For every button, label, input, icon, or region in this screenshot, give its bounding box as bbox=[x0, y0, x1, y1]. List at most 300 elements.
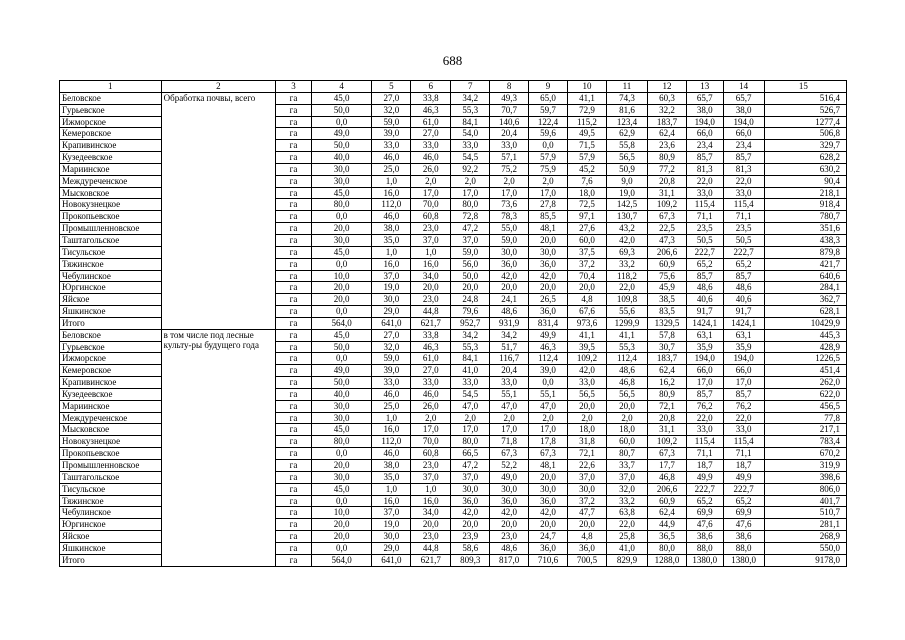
value-cell: 45,9 bbox=[647, 282, 686, 294]
district-cell: Беловское bbox=[60, 329, 162, 341]
value-cell: 140,6 bbox=[490, 116, 529, 128]
value-cell: 222,7 bbox=[723, 246, 764, 258]
district-cell: Мариинское bbox=[60, 400, 162, 412]
value-cell: 20,0 bbox=[311, 223, 372, 235]
value-cell: 30,0 bbox=[311, 471, 372, 483]
value-cell: 48,1 bbox=[529, 460, 568, 472]
unit-cell: га bbox=[276, 104, 312, 116]
value-cell: 516,4 bbox=[764, 92, 846, 104]
value-cell: 49,5 bbox=[568, 128, 607, 140]
value-cell: 50,5 bbox=[686, 234, 723, 246]
value-cell: 33,0 bbox=[568, 377, 607, 389]
value-cell: 48,1 bbox=[529, 223, 568, 235]
value-cell: 60,9 bbox=[647, 495, 686, 507]
value-cell: 362,7 bbox=[764, 294, 846, 306]
value-cell: 55,3 bbox=[451, 104, 490, 116]
value-cell: 47,0 bbox=[490, 400, 529, 412]
value-cell: 700,5 bbox=[568, 554, 607, 566]
value-cell: 1,0 bbox=[372, 483, 411, 495]
header-cell: 15 bbox=[764, 81, 846, 93]
value-cell: 621,7 bbox=[411, 554, 451, 566]
value-cell: 38,6 bbox=[686, 531, 723, 543]
value-cell: 30,0 bbox=[568, 483, 607, 495]
value-cell: 39,0 bbox=[372, 128, 411, 140]
value-cell: 10,0 bbox=[311, 270, 372, 282]
value-cell: 25,0 bbox=[372, 163, 411, 175]
value-cell: 40,0 bbox=[311, 388, 372, 400]
value-cell: 831,4 bbox=[529, 317, 568, 329]
value-cell: 670,2 bbox=[764, 448, 846, 460]
value-cell: 67,3 bbox=[647, 448, 686, 460]
header-cell: 1 bbox=[60, 81, 162, 93]
value-cell: 115,4 bbox=[686, 436, 723, 448]
value-cell: 37,2 bbox=[568, 258, 607, 270]
value-cell: 37,0 bbox=[411, 234, 451, 246]
value-cell: 55,1 bbox=[529, 388, 568, 400]
value-cell: 31,1 bbox=[647, 424, 686, 436]
value-cell: 80,0 bbox=[451, 436, 490, 448]
value-cell: 122,4 bbox=[529, 116, 568, 128]
district-cell: Таштагольское bbox=[60, 471, 162, 483]
value-cell: 1,0 bbox=[372, 175, 411, 187]
value-cell: 20,8 bbox=[647, 412, 686, 424]
value-cell: 46,0 bbox=[372, 448, 411, 460]
value-cell: 421,7 bbox=[764, 258, 846, 270]
value-cell: 71,1 bbox=[686, 448, 723, 460]
value-cell: 37,0 bbox=[372, 270, 411, 282]
value-cell: 34,2 bbox=[451, 92, 490, 104]
value-cell: 1288,0 bbox=[647, 554, 686, 566]
value-cell: 33,0 bbox=[372, 377, 411, 389]
value-cell: 24,8 bbox=[451, 294, 490, 306]
value-cell: 45,0 bbox=[311, 424, 372, 436]
header-cell: 14 bbox=[723, 81, 764, 93]
value-cell: 55,0 bbox=[490, 223, 529, 235]
value-cell: 116,7 bbox=[490, 353, 529, 365]
value-cell: 72,5 bbox=[568, 199, 607, 211]
value-cell: 81,3 bbox=[686, 163, 723, 175]
unit-cell: га bbox=[276, 412, 312, 424]
district-cell: Яшкинское bbox=[60, 306, 162, 318]
value-cell: 34,2 bbox=[490, 329, 529, 341]
value-cell: 351,6 bbox=[764, 223, 846, 235]
value-cell: 112,4 bbox=[529, 353, 568, 365]
unit-cell: га bbox=[276, 152, 312, 164]
value-cell: 1299,9 bbox=[606, 317, 647, 329]
unit-cell: га bbox=[276, 365, 312, 377]
value-cell: 71,1 bbox=[723, 448, 764, 460]
value-cell: 2,0 bbox=[568, 412, 607, 424]
district-cell: Яйское bbox=[60, 294, 162, 306]
value-cell: 1380,0 bbox=[686, 554, 723, 566]
value-cell: 183,7 bbox=[647, 116, 686, 128]
value-cell: 918,4 bbox=[764, 199, 846, 211]
value-cell: 0,0 bbox=[529, 377, 568, 389]
unit-cell: га bbox=[276, 92, 312, 104]
value-cell: 88,0 bbox=[686, 542, 723, 554]
value-cell: 931,9 bbox=[490, 317, 529, 329]
value-cell: 0,0 bbox=[529, 140, 568, 152]
value-cell: 17,0 bbox=[529, 187, 568, 199]
header-cell: 2 bbox=[161, 81, 276, 93]
value-cell: 42,0 bbox=[529, 270, 568, 282]
unit-cell: га bbox=[276, 507, 312, 519]
value-cell: 38,6 bbox=[723, 531, 764, 543]
value-cell: 91,7 bbox=[723, 306, 764, 318]
value-cell: 7,6 bbox=[568, 175, 607, 187]
district-cell: Крапивинское bbox=[60, 140, 162, 152]
district-cell: Юргинское bbox=[60, 282, 162, 294]
value-cell: 81,6 bbox=[606, 104, 647, 116]
value-cell: 142,5 bbox=[606, 199, 647, 211]
value-cell: 22,0 bbox=[686, 175, 723, 187]
value-cell: 20,0 bbox=[606, 400, 647, 412]
value-cell: 54,0 bbox=[451, 128, 490, 140]
value-cell: 72,8 bbox=[451, 211, 490, 223]
value-cell: 50,5 bbox=[723, 234, 764, 246]
value-cell: 30,0 bbox=[372, 531, 411, 543]
value-cell: 45,0 bbox=[311, 187, 372, 199]
value-cell: 46,0 bbox=[372, 152, 411, 164]
value-cell: 0,0 bbox=[311, 495, 372, 507]
value-cell: 17,0 bbox=[490, 187, 529, 199]
unit-cell: га bbox=[276, 187, 312, 199]
district-cell: Беловское bbox=[60, 92, 162, 104]
value-cell: 38,0 bbox=[372, 223, 411, 235]
value-cell: 81,3 bbox=[723, 163, 764, 175]
unit-cell: га bbox=[276, 140, 312, 152]
value-cell: 33,0 bbox=[490, 377, 529, 389]
value-cell: 456,5 bbox=[764, 400, 846, 412]
value-cell: 65,2 bbox=[723, 258, 764, 270]
value-cell: 217,1 bbox=[764, 424, 846, 436]
value-cell: 22,0 bbox=[606, 282, 647, 294]
value-cell: 85,7 bbox=[686, 152, 723, 164]
value-cell: 564,0 bbox=[311, 317, 372, 329]
value-cell: 55,8 bbox=[606, 140, 647, 152]
unit-cell: га bbox=[276, 246, 312, 258]
value-cell: 27,0 bbox=[411, 128, 451, 140]
district-cell: Кемеровское bbox=[60, 365, 162, 377]
value-cell: 20,0 bbox=[529, 234, 568, 246]
value-cell: 37,5 bbox=[568, 246, 607, 258]
value-cell: 22,5 bbox=[647, 223, 686, 235]
unit-cell: га bbox=[276, 341, 312, 353]
category-cell: в том числе под лесные культу-ры будущего года bbox=[161, 329, 276, 566]
value-cell: 16,0 bbox=[372, 495, 411, 507]
value-cell: 183,7 bbox=[647, 353, 686, 365]
value-cell: 284,1 bbox=[764, 282, 846, 294]
value-cell: 30,0 bbox=[372, 294, 411, 306]
value-cell: 30,0 bbox=[529, 483, 568, 495]
district-cell: Яшкинское bbox=[60, 542, 162, 554]
value-cell: 62,9 bbox=[606, 128, 647, 140]
value-cell: 130,7 bbox=[606, 211, 647, 223]
value-cell: 29,0 bbox=[372, 306, 411, 318]
unit-cell: га bbox=[276, 554, 312, 566]
district-cell: Кемеровское bbox=[60, 128, 162, 140]
value-cell: 91,7 bbox=[686, 306, 723, 318]
value-cell: 26,5 bbox=[529, 294, 568, 306]
value-cell: 38,5 bbox=[647, 294, 686, 306]
value-cell: 56,5 bbox=[568, 388, 607, 400]
value-cell: 54,5 bbox=[451, 152, 490, 164]
district-cell: Итого bbox=[60, 317, 162, 329]
value-cell: 33,0 bbox=[490, 140, 529, 152]
value-cell: 75,9 bbox=[529, 163, 568, 175]
value-cell: 58,6 bbox=[451, 542, 490, 554]
value-cell: 206,6 bbox=[647, 483, 686, 495]
value-cell: 222,7 bbox=[686, 483, 723, 495]
value-cell: 35,0 bbox=[372, 234, 411, 246]
value-cell: 38,0 bbox=[723, 104, 764, 116]
value-cell: 30,0 bbox=[529, 246, 568, 258]
value-cell: 37,0 bbox=[411, 471, 451, 483]
value-cell: 18,7 bbox=[686, 460, 723, 472]
value-cell: 641,0 bbox=[372, 554, 411, 566]
value-cell: 23,0 bbox=[411, 294, 451, 306]
value-cell: 16,2 bbox=[647, 377, 686, 389]
value-cell: 47,6 bbox=[686, 519, 723, 531]
value-cell: 47,2 bbox=[451, 460, 490, 472]
unit-cell: га bbox=[276, 270, 312, 282]
value-cell: 77,2 bbox=[647, 163, 686, 175]
value-cell: 45,0 bbox=[311, 92, 372, 104]
value-cell: 1,0 bbox=[372, 246, 411, 258]
value-cell: 506,8 bbox=[764, 128, 846, 140]
value-cell: 780,7 bbox=[764, 211, 846, 223]
value-cell: 65,2 bbox=[686, 495, 723, 507]
unit-cell: га bbox=[276, 424, 312, 436]
value-cell: 630,2 bbox=[764, 163, 846, 175]
value-cell: 281,1 bbox=[764, 519, 846, 531]
value-cell: 26,0 bbox=[411, 400, 451, 412]
district-cell: Промышленновское bbox=[60, 460, 162, 472]
value-cell: 1,0 bbox=[411, 483, 451, 495]
value-cell: 20,0 bbox=[411, 519, 451, 531]
district-cell: Прокопьевское bbox=[60, 448, 162, 460]
unit-cell: га bbox=[276, 306, 312, 318]
value-cell: 30,0 bbox=[311, 175, 372, 187]
value-cell: 36,0 bbox=[529, 306, 568, 318]
value-cell: 16,0 bbox=[372, 187, 411, 199]
value-cell: 18,0 bbox=[606, 424, 647, 436]
value-cell: 16,0 bbox=[372, 424, 411, 436]
unit-cell: га bbox=[276, 199, 312, 211]
value-cell: 67,3 bbox=[647, 211, 686, 223]
value-cell: 59,0 bbox=[451, 246, 490, 258]
value-cell: 42,0 bbox=[529, 507, 568, 519]
value-cell: 24,1 bbox=[490, 294, 529, 306]
value-cell: 40,0 bbox=[311, 152, 372, 164]
value-cell: 0,0 bbox=[311, 353, 372, 365]
value-cell: 2,0 bbox=[529, 175, 568, 187]
value-cell: 76,2 bbox=[723, 400, 764, 412]
value-cell: 59,7 bbox=[529, 104, 568, 116]
value-cell: 20,0 bbox=[451, 519, 490, 531]
value-cell: 20,0 bbox=[311, 294, 372, 306]
value-cell: 17,0 bbox=[490, 424, 529, 436]
value-cell: 0,0 bbox=[311, 542, 372, 554]
value-cell: 109,2 bbox=[568, 353, 607, 365]
value-cell: 20,0 bbox=[311, 519, 372, 531]
value-cell: 24,7 bbox=[529, 531, 568, 543]
value-cell: 41,0 bbox=[606, 542, 647, 554]
value-cell: 65,2 bbox=[723, 495, 764, 507]
value-cell: 1,0 bbox=[372, 412, 411, 424]
value-cell: 112,0 bbox=[372, 436, 411, 448]
value-cell: 60,9 bbox=[647, 258, 686, 270]
value-cell: 25,8 bbox=[606, 531, 647, 543]
district-cell: Тисульское bbox=[60, 246, 162, 258]
value-cell: 27,8 bbox=[529, 199, 568, 211]
value-cell: 30,7 bbox=[647, 341, 686, 353]
unit-cell: га bbox=[276, 495, 312, 507]
value-cell: 22,6 bbox=[568, 460, 607, 472]
value-cell: 32,0 bbox=[606, 483, 647, 495]
value-cell: 65,7 bbox=[686, 92, 723, 104]
value-cell: 37,0 bbox=[568, 471, 607, 483]
value-cell: 17,0 bbox=[451, 424, 490, 436]
value-cell: 56,0 bbox=[451, 258, 490, 270]
value-cell: 57,1 bbox=[490, 152, 529, 164]
value-cell: 27,0 bbox=[372, 92, 411, 104]
value-cell: 1226,5 bbox=[764, 353, 846, 365]
value-cell: 2,0 bbox=[529, 412, 568, 424]
value-cell: 75,2 bbox=[490, 163, 529, 175]
value-cell: 59,0 bbox=[372, 353, 411, 365]
value-cell: 56,5 bbox=[606, 152, 647, 164]
value-cell: 109,2 bbox=[647, 436, 686, 448]
value-cell: 18,7 bbox=[723, 460, 764, 472]
value-cell: 1277,4 bbox=[764, 116, 846, 128]
value-cell: 62,4 bbox=[647, 507, 686, 519]
value-cell: 806,0 bbox=[764, 483, 846, 495]
value-cell: 65,0 bbox=[529, 92, 568, 104]
value-cell: 23,4 bbox=[723, 140, 764, 152]
district-cell: Тяжинское bbox=[60, 258, 162, 270]
value-cell: 55,3 bbox=[606, 341, 647, 353]
header-cell: 10 bbox=[568, 81, 607, 93]
value-cell: 59,6 bbox=[529, 128, 568, 140]
value-cell: 109,8 bbox=[606, 294, 647, 306]
value-cell: 46,3 bbox=[411, 104, 451, 116]
value-cell: 1380,0 bbox=[723, 554, 764, 566]
value-cell: 60,8 bbox=[411, 211, 451, 223]
value-cell: 30,0 bbox=[490, 246, 529, 258]
value-cell: 39,0 bbox=[372, 365, 411, 377]
value-cell: 48,6 bbox=[606, 365, 647, 377]
value-cell: 50,0 bbox=[311, 104, 372, 116]
district-cell: Ижморское bbox=[60, 353, 162, 365]
value-cell: 40,6 bbox=[686, 294, 723, 306]
value-cell: 36,0 bbox=[529, 495, 568, 507]
value-cell: 46,0 bbox=[411, 152, 451, 164]
value-cell: 49,9 bbox=[529, 329, 568, 341]
district-cell: Новокузнецкое bbox=[60, 199, 162, 211]
unit-cell: га bbox=[276, 258, 312, 270]
value-cell: 329,7 bbox=[764, 140, 846, 152]
data-table bbox=[59, 80, 847, 567]
value-cell: 0,0 bbox=[311, 306, 372, 318]
value-cell: 80,9 bbox=[647, 152, 686, 164]
value-cell: 20,4 bbox=[490, 365, 529, 377]
value-cell: 47,0 bbox=[451, 400, 490, 412]
value-cell: 47,3 bbox=[647, 234, 686, 246]
unit-cell: га bbox=[276, 211, 312, 223]
value-cell: 35,9 bbox=[686, 341, 723, 353]
value-cell: 4,8 bbox=[568, 294, 607, 306]
district-cell: Кузедеевское bbox=[60, 152, 162, 164]
district-cell: Чебулинское bbox=[60, 507, 162, 519]
value-cell: 66,5 bbox=[451, 448, 490, 460]
value-cell: 47,6 bbox=[723, 519, 764, 531]
value-cell: 51,7 bbox=[490, 341, 529, 353]
value-cell: 71,1 bbox=[686, 211, 723, 223]
value-cell: 23,5 bbox=[723, 223, 764, 235]
header-cell: 8 bbox=[490, 81, 529, 93]
value-cell: 32,0 bbox=[372, 341, 411, 353]
value-cell: 17,0 bbox=[686, 377, 723, 389]
value-cell: 115,4 bbox=[723, 436, 764, 448]
value-cell: 50,0 bbox=[311, 140, 372, 152]
unit-cell: га bbox=[276, 519, 312, 531]
value-cell: 31,1 bbox=[647, 187, 686, 199]
value-cell: 72,1 bbox=[568, 448, 607, 460]
value-cell: 33,0 bbox=[723, 187, 764, 199]
value-cell: 115,4 bbox=[686, 199, 723, 211]
unit-cell: га bbox=[276, 223, 312, 235]
unit-cell: га bbox=[276, 234, 312, 246]
value-cell: 83,5 bbox=[647, 306, 686, 318]
value-cell: 46,8 bbox=[606, 377, 647, 389]
unit-cell: га bbox=[276, 388, 312, 400]
value-cell: 710,6 bbox=[529, 554, 568, 566]
value-cell: 2,0 bbox=[490, 412, 529, 424]
value-cell: 1329,5 bbox=[647, 317, 686, 329]
unit-cell: га bbox=[276, 175, 312, 187]
value-cell: 17,8 bbox=[529, 436, 568, 448]
value-cell: 17,0 bbox=[451, 187, 490, 199]
district-cell: Мариинское bbox=[60, 163, 162, 175]
value-cell: 37,0 bbox=[451, 471, 490, 483]
value-cell: 18,0 bbox=[568, 187, 607, 199]
value-cell: 109,2 bbox=[647, 199, 686, 211]
value-cell: 72,9 bbox=[568, 104, 607, 116]
header-cell: 6 bbox=[411, 81, 451, 93]
district-cell: Мысковское bbox=[60, 187, 162, 199]
value-cell: 30,0 bbox=[311, 412, 372, 424]
value-cell: 194,0 bbox=[686, 116, 723, 128]
value-cell: 23,5 bbox=[686, 223, 723, 235]
value-cell: 49,9 bbox=[686, 471, 723, 483]
value-cell: 2,0 bbox=[411, 412, 451, 424]
value-cell: 20,0 bbox=[490, 519, 529, 531]
value-cell: 44,8 bbox=[411, 542, 451, 554]
value-cell: 52,2 bbox=[490, 460, 529, 472]
table-row bbox=[60, 92, 847, 104]
value-cell: 20,0 bbox=[529, 519, 568, 531]
value-cell: 194,0 bbox=[686, 353, 723, 365]
value-cell: 33,0 bbox=[451, 140, 490, 152]
value-cell: 809,3 bbox=[451, 554, 490, 566]
value-cell: 194,0 bbox=[723, 353, 764, 365]
value-cell: 41,1 bbox=[568, 329, 607, 341]
value-cell: 46,3 bbox=[411, 341, 451, 353]
value-cell: 60,0 bbox=[568, 234, 607, 246]
value-cell: 783,4 bbox=[764, 436, 846, 448]
value-cell: 45,0 bbox=[311, 483, 372, 495]
